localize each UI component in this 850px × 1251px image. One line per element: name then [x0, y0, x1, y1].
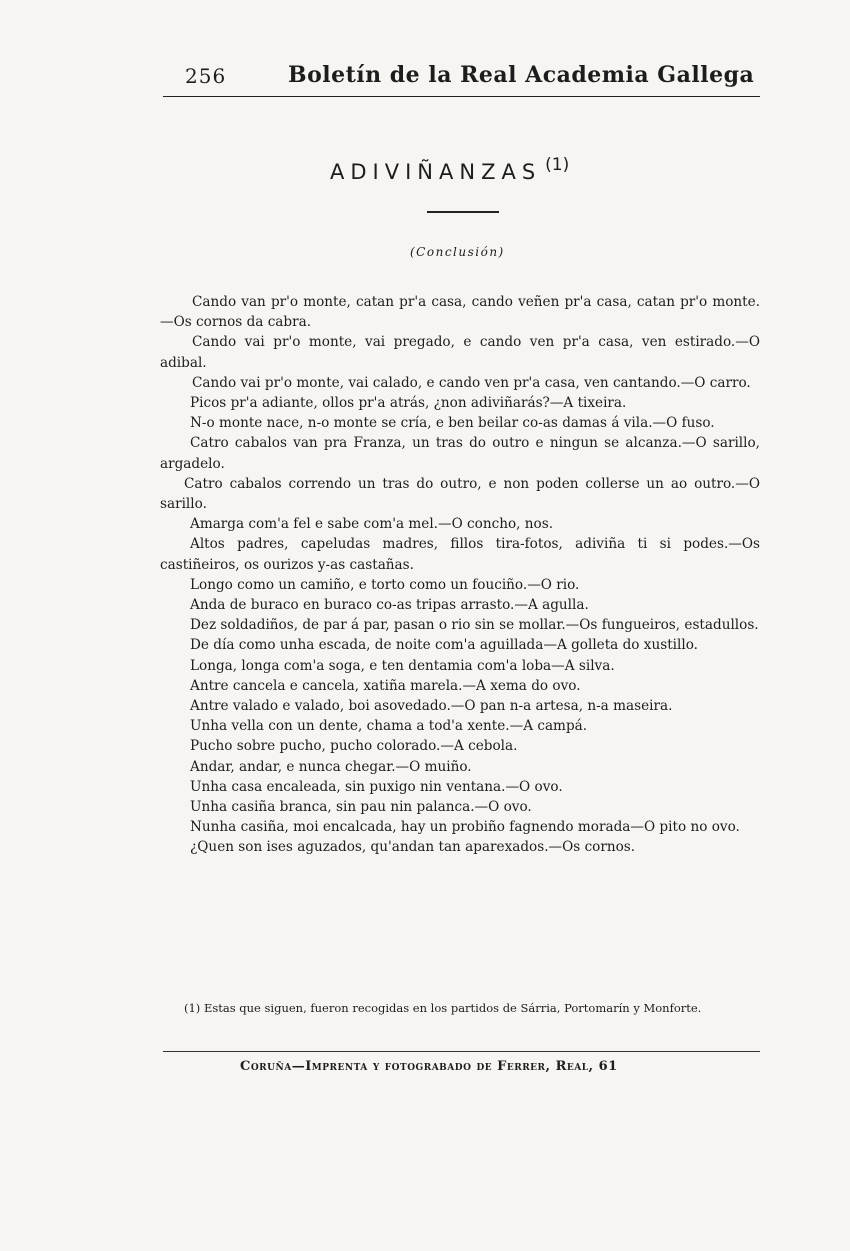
- riddle: ¿Quen son ises aguzados, qu'andan tan aparexados.—Os cornos.: [190, 839, 636, 856]
- riddle: Cando vai pr'o monte, vai calado, e cando ven pr'a casa, ven cantando.—O carro.: [192, 374, 751, 391]
- running-title: Boletín de la Real Academia Gallega: [288, 62, 755, 88]
- riddle: Antre cancela e cancela, xatiña marela.—A xema do ovo.: [190, 677, 581, 694]
- riddle: Cando vai pr'o monte, vai pregado, e cando ven pr'a casa, ven estirado.—O adibal.: [160, 334, 760, 371]
- section-subtitle: (Conclusión): [410, 245, 505, 259]
- riddle: Amarga com'a fel e sabe com'a mel.—O concho, nos.: [190, 516, 554, 533]
- header-rule: [163, 96, 760, 97]
- page-number: 256: [185, 64, 227, 88]
- page-header: [160, 62, 760, 92]
- printer-imprint: Coruña—Imprenta y fotograbado de Ferrer, Real, 61: [240, 1059, 618, 1074]
- riddle: Dez soldadiños, de par á par, pasan o rio sin se mollar.—Os fungueiros, estadullos.: [190, 617, 759, 634]
- riddle: Nunha casiña, moi encalcada, hay un probiño fagnendo morada—O pito no ovo.: [190, 819, 740, 836]
- riddle: De día como unha escada, de noite com'a aguillada—A golleta do xustillo.: [190, 637, 698, 654]
- riddle: Unha casiña branca, sin pau nin palanca.—O ovo.: [190, 799, 532, 816]
- title-rule: [427, 211, 499, 213]
- riddle: Pucho sobre pucho, pucho colorado.—A cebola.: [190, 738, 518, 755]
- riddle: Catro cabalos van pra Franza, un tras do outro e ningun se alcanza.—O sarillo, argadelo.: [160, 435, 760, 472]
- riddle: Anda de buraco en buraco co-as tripas arrasto.—A agulla.: [190, 597, 589, 614]
- riddle: N-o monte nace, n-o monte se cría, e ben beilar co-as damas á vila.—O fuso.: [190, 415, 715, 432]
- riddle: Altos padres, capeludas madres, fillos tira-fotos, adiviña ti si podes.—Os castiñeiros, os ourizos y-as castañas.: [160, 536, 760, 573]
- footnote-marker: (1): [545, 155, 570, 175]
- riddle: Catro cabalos correndo un tras do outro, e non poden collerse un ao outro.—O sarillo.: [160, 475, 760, 513]
- section-title-text: ADIVIÑANZAS: [330, 160, 542, 184]
- riddle: Unha vella con un dente, chama a tod'a xente.—A campá.: [190, 718, 588, 735]
- riddle: Andar, andar, e nunca chegar.—O muiño.: [190, 758, 472, 775]
- riddle: Longo como un camiño, e torto como un fouciño.—O rio.: [190, 576, 580, 593]
- riddle: Cando van pr'o monte, catan pr'a casa, cando veñen pr'a casa, catan pr'o monte.—Os cornos da cabra.: [160, 294, 760, 331]
- riddle-list: [160, 292, 760, 858]
- riddle: Picos pr'a adiante, ollos pr'a atrás, ¿non adiviñarás?—A tixeira.: [190, 395, 627, 412]
- riddle: Antre valado e valado, boi asovedado.—O pan n-a artesa, n-a maseira.: [190, 698, 673, 715]
- footer-rule: [163, 1051, 760, 1052]
- footnote: (1) Estas que siguen, fueron recogidas en los partidos de Sárria, Portomarín y Monforte.: [184, 1001, 702, 1015]
- riddle: Longa, longa com'a soga, e ten dentamia com'a loba—A silva.: [190, 657, 615, 674]
- riddle: Unha casa encaleada, sin puxigo nin ventana.—O ovo.: [190, 778, 563, 795]
- section-title: [330, 156, 569, 184]
